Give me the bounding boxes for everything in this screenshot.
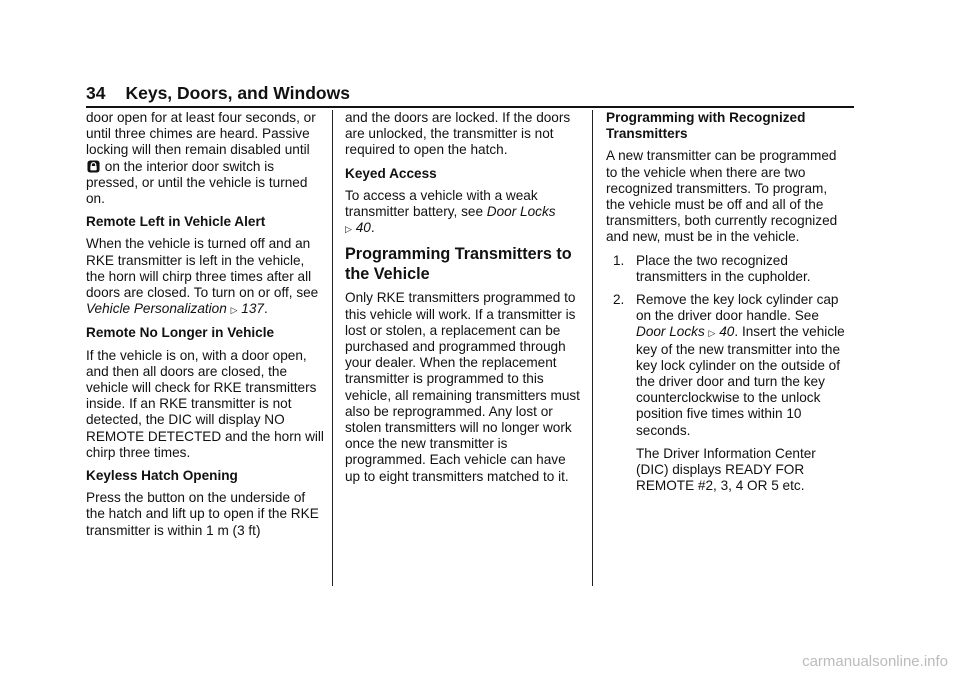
paragraph-remote-no-longer: If the vehicle is on, with a door open, and then all doors are closed, the vehicle will check for RKE transmitters inside. If an RKE transmitter is not detected, the DIC will display NO REMOTE DETECTED and the horn will chirp three times.: [86, 347, 324, 460]
paragraph-keyed-access: To access a vehicle with a weak transmitter battery, see Door Locks ▷ 40.: [345, 187, 556, 236]
header-rule: [86, 106, 854, 108]
link-door-locks-step[interactable]: Door Locks ▷ 40: [636, 324, 735, 340]
lock-icon: [87, 160, 100, 173]
steps-list: [606, 253, 846, 439]
watermark: carmanualsonline.info: [802, 653, 948, 670]
heading-recognized-transmitters: Programming with Recognized Transmitters: [606, 110, 806, 142]
link-vehicle-personalization[interactable]: Vehicle Personalization ▷ 137: [86, 301, 264, 317]
page-header: [86, 80, 350, 106]
paragraph-hatch-continued: and the doors are locked. If the doors are unlocked, the transmitter is not required to open the hatch.: [345, 110, 571, 158]
page-reference-arrow-icon: ▷: [345, 224, 352, 235]
column-3: [606, 110, 846, 501]
heading-programming-transmitters: Programming Transmitters to the Vehicle: [345, 245, 572, 284]
paragraph-recognized: A new transmitter can be programmed to the vehicle when there are two recognized transmitters. To program, the vehicle must be off and all of the transmitters, both currently recognized and new, must be in the vehicle.: [606, 148, 838, 245]
link-door-locks[interactable]: Door Locks ▷ 40: [345, 204, 556, 236]
paragraph-programming: Only RKE transmitters programmed to this vehicle will work. If a transmitter is lost or stolen, a replacement can be purchased and programmed through your dealer. When the replacement transmitter is programmed to this vehicle, all remaining transmitters must also be reprogrammed. Any lost or stolen transmitters will no longer work once the new transmitter is programmed. Each vehicle can have up to eight transmitters matched to it.: [345, 290, 580, 484]
list-item: 2. Remove the key lock cylinder cap on the driver door handle. See Door Locks ▷ 40. Insert the vehicle key of the new transmitter into the key lock cylinder on the outside of the driver door and turn the key counterclockwise to the unlock position five times within 10 seconds.: [613, 292, 845, 438]
heading-remote-left: Remote Left in Vehicle Alert: [86, 214, 266, 230]
column-2: [345, 110, 583, 492]
column-divider-2: [592, 110, 593, 586]
heading-keyless-hatch: Keyless Hatch Opening: [86, 468, 238, 484]
paragraph-dic-display: The Driver Information Center (DIC) displays READY FOR REMOTE #2, 3, 4 OR 5 etc.: [636, 445, 816, 494]
heading-remote-no-longer: Remote No Longer in Vehicle: [86, 325, 275, 341]
paragraph-keyless-hatch: Press the button on the underside of the hatch and lift up to open if the RKE transmitter is within 1 m (3 ft): [86, 490, 319, 538]
page-reference-arrow-icon: ▷: [708, 328, 716, 339]
column-1: [86, 110, 324, 546]
column-divider-1: [332, 110, 333, 586]
paragraph-passive-locking: door open for at least four seconds, or until three chimes are heard. Passive locking will then remain disabled until on the interior door switch is pressed, or until the vehicle is turned on.: [86, 110, 316, 207]
page-reference-arrow-icon: ▷: [230, 305, 238, 316]
section-title: Keys, Doors, and Windows: [125, 83, 350, 103]
paragraph-remote-left: When the vehicle is turned off and an RKE transmitter is left in the vehicle, the horn will chirp three times after all doors are closed. To turn on or off, see Vehicle Personalization ▷ 137.: [86, 236, 319, 317]
list-item: 1. Place the two recognized transmitters in the cupholder.: [613, 252, 811, 284]
heading-keyed-access: Keyed Access: [345, 165, 437, 181]
page-number: 34: [86, 83, 106, 103]
